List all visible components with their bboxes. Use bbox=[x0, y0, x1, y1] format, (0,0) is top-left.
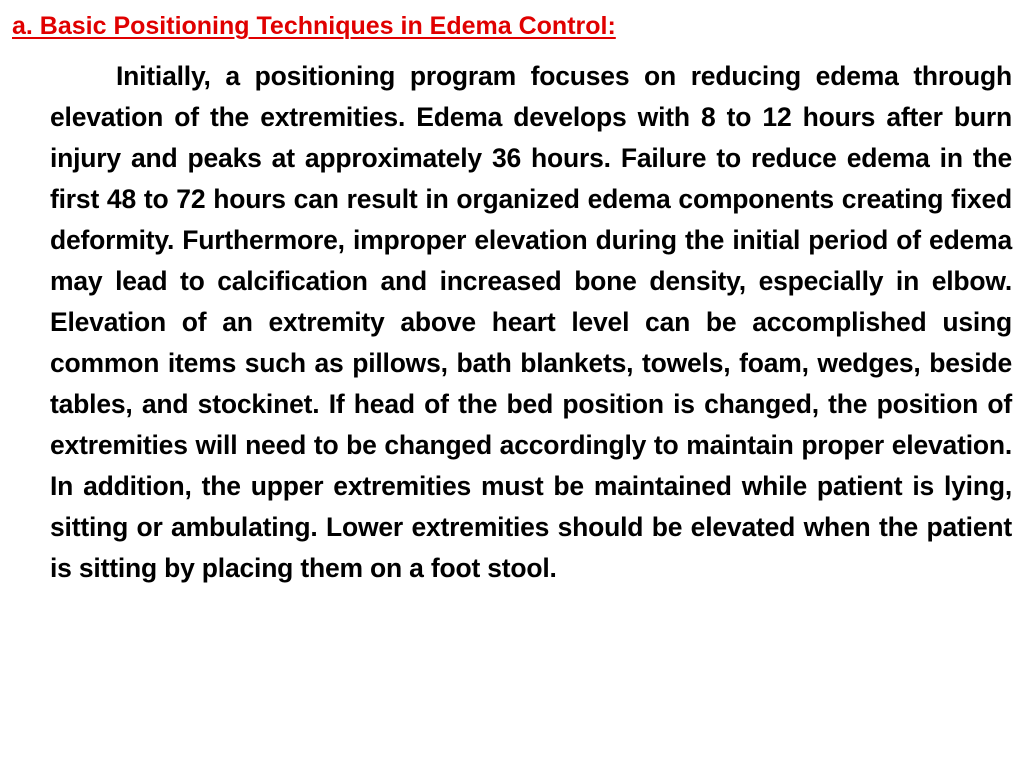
body-paragraph: Initially, a positioning program focuses on reducing edema through elevation of the extremities. Edema develops with 8 to 12 hours after burn injury and peaks at approximately 36 hours. Failure to reduce edema in the first 48 to 72 hours can result in organized edema components creating fixed deformity. Furthermore, improper elevation during the initial period of edema may lead to calcification and increased bone density, especially in elbow. Elevation of an extremity above heart level can be accomplished using common items such as pillows, bath blankets, towels, foam, wedges, beside tables, and stockinet. If head of the bed position is changed, the position of extremities will need to be changed accordingly to maintain proper elevation. In addition, the upper extremities must be maintained while patient is lying, sitting or ambulating. Lower extremities should be elevated when the patient is sitting by placing them on a foot stool. bbox=[50, 61, 1012, 583]
section-heading: a. Basic Positioning Techniques in Edema Control: bbox=[12, 12, 616, 40]
